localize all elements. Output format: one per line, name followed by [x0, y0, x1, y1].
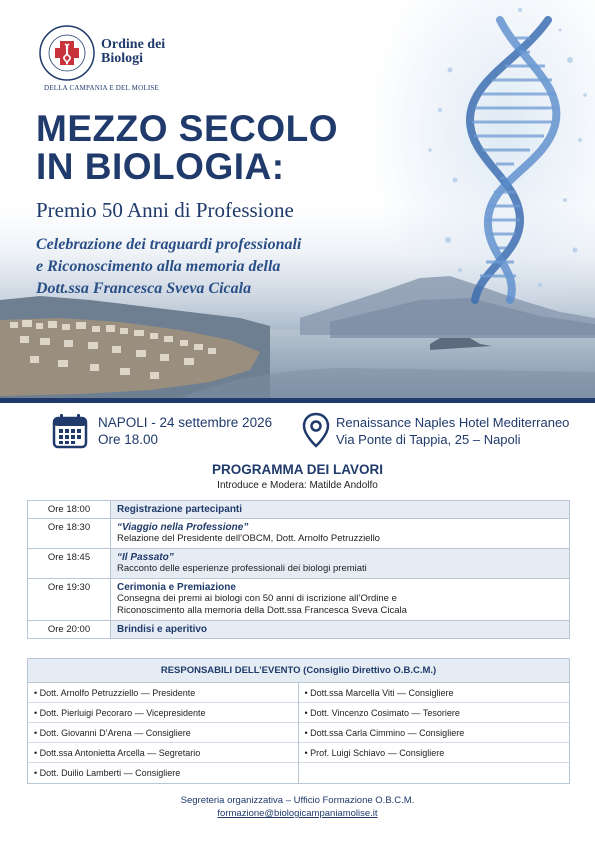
programme-table	[27, 500, 570, 639]
organizers-box	[27, 658, 570, 784]
row-title: “Viaggio nella Professione”	[117, 522, 249, 533]
event-subtitle: Premio 50 Anni di Professione	[36, 198, 294, 222]
row-title: Cerimonia e Premiazione	[117, 582, 236, 593]
row-description: Consegna dei premi ai biologi con 50 anni di iscrizione all’Ordine e	[117, 593, 397, 604]
list-item: • Prof. Luigi Schiavo — Consigliere	[299, 743, 570, 763]
row-time: Ore 19:30	[28, 579, 111, 621]
row-time: Ore 20:00	[28, 621, 111, 639]
row-description: Riconoscimento alla memoria della Dott.ssa Francesca Sveva Cicala	[117, 605, 407, 616]
table-row	[28, 549, 570, 579]
location-pin-icon	[302, 412, 330, 448]
row-time: Ore 18:45	[28, 549, 111, 579]
programme-moderator: Introduce e Modera: Matilde Andolfo	[217, 480, 378, 491]
organizers-title: RESPONSABILI DELL’EVENTO (Consiglio Direttivo O.B.C.M.)	[28, 659, 569, 683]
row-title: “Il Passato”	[117, 552, 174, 563]
footer-email-link[interactable]: formazione@biologicampaniamolise.it	[217, 808, 378, 819]
table-row	[28, 579, 570, 621]
row-time: Ore 18:00	[28, 501, 111, 519]
divider	[0, 398, 595, 403]
list-item: • Dott. Duilio Lamberti — Consigliere	[34, 768, 181, 778]
table-row	[28, 519, 570, 549]
page-title: MEZZO SECOLO IN BIOLOGIA:	[36, 108, 338, 187]
list-item: • Dott. Arnolfo Petruzziello — Presidente	[28, 683, 298, 703]
calendar-icon	[52, 413, 88, 449]
list-item: • Dott.ssa Carla Cimmino — Consigliere	[299, 723, 570, 743]
footer	[0, 794, 595, 820]
dna-helix-illustration	[428, 8, 587, 300]
list-item: • Dott.ssa Marcella Viti — Consigliere	[299, 683, 570, 703]
org-region: DELLA CAMPANIA E DEL MOLISE	[44, 84, 159, 92]
organizers-left-column	[28, 683, 299, 783]
event-info	[0, 410, 595, 454]
row-title: Registrazione partecipanti	[117, 504, 243, 515]
table-row	[28, 501, 570, 519]
row-description: Relazione del Presidente dell’OBCM, Dott. Arnolfo Petruzziello	[117, 533, 380, 544]
row-description: Racconto delle esperienze professionali dei biologi premiati	[117, 563, 367, 574]
org-logo	[38, 24, 188, 94]
list-item: • Dott. Pierluigi Pecoraro — Vicepresidente	[28, 703, 298, 723]
event-venue: Renaissance Naples Hotel Mediterraneo Via Ponte di Tappia, 25 – Napoli	[336, 415, 570, 447]
event-tagline: Celebrazione dei traguardi professionali e Riconoscimento alla memoria della Dott.ssa Francesca Sveva Cicala	[36, 236, 302, 297]
list-item: • Dott.ssa Antonietta Arcella — Segretario	[28, 743, 298, 763]
event-date: NAPOLI - 24 settembre 2026 Ore 18.00	[98, 415, 273, 447]
org-name: Ordine dei Biologi	[101, 37, 166, 66]
organizers-right-column	[299, 683, 570, 783]
footer-office: Segreteria organizzativa – Ufficio Formazione O.B.C.M.	[180, 795, 415, 806]
programme-title: PROGRAMMA DEI LAVORI	[212, 462, 383, 477]
hero-banner	[0, 0, 595, 398]
list-item: • Dott. Giovanni D’Arena — Consigliere	[28, 723, 298, 743]
row-title: Brindisi e aperitivo	[117, 624, 208, 635]
seal-emblem-icon	[38, 24, 96, 82]
row-time: Ore 18:30	[28, 519, 111, 549]
table-row	[28, 621, 570, 639]
list-item: • Dott. Vincenzo Cosimato — Tesoriere	[299, 703, 570, 723]
